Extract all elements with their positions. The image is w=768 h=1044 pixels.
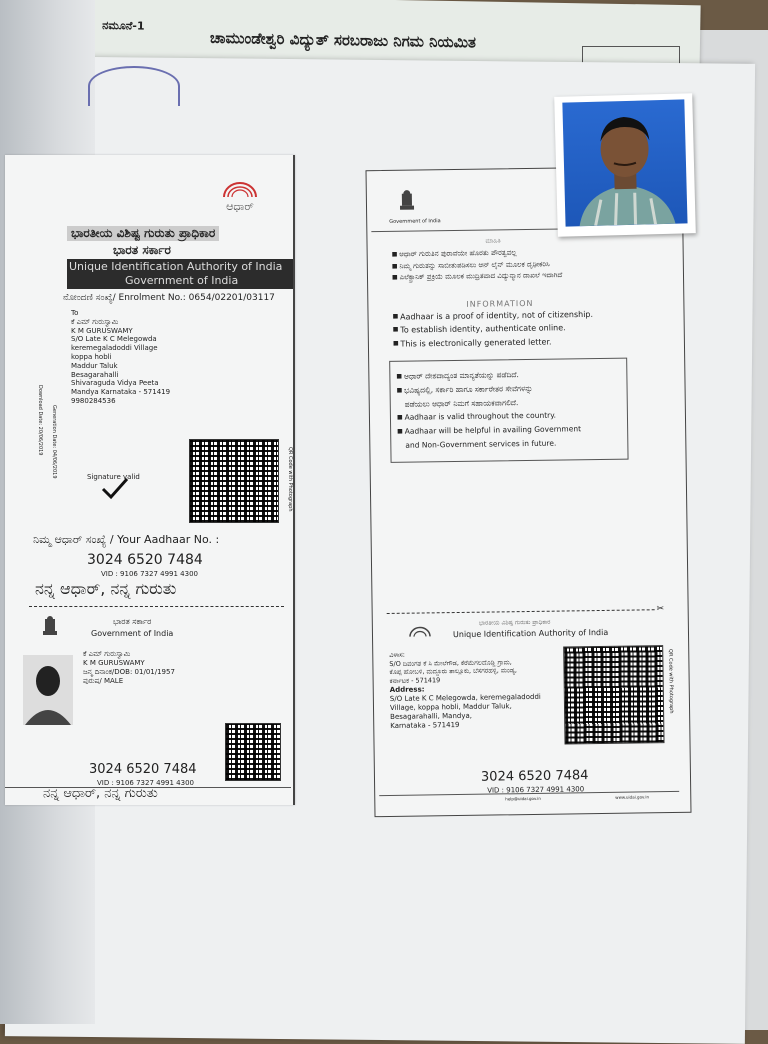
footer-web: www.uidai.gov.in: [615, 794, 650, 800]
address-block: [71, 309, 170, 406]
tagline-card: ನನ್ನ ಆಧಾರ್, ನನ್ನ ಗುರುತು: [43, 786, 158, 801]
download-date: Download Date: 20/06/2019: [37, 385, 43, 456]
address-english-line: Karnataka - 571419: [390, 720, 460, 730]
address-line: Maddur Taluk: [71, 361, 118, 370]
address-line: Mandya Karnataka - 571419: [71, 388, 171, 397]
info-english-item: ■ Aadhaar is a proof of identity, not of citizenship.: [392, 308, 593, 324]
government-english: Government of India: [125, 274, 239, 287]
name-kannada: ಕೆ ಎಮ್ ಗುರುಸ್ವಾಮಿ: [83, 650, 131, 658]
address-line: 9980284536: [71, 396, 116, 405]
info-english-list: [392, 308, 593, 351]
info-kannada-title: ಮಾಹಿತಿ: [485, 237, 501, 245]
vid-number-card: VID : 9106 7327 4991 4300: [97, 779, 194, 787]
portrait-photo: [23, 655, 73, 725]
name-english: K M GURUSWAMY: [83, 659, 145, 667]
aadhaar-number-card: 3024 6520 7484: [89, 762, 197, 777]
validity-line: and Non-Government services in future.: [405, 438, 557, 450]
address-english-block: [390, 684, 542, 731]
aadhaar-letter-back: [365, 166, 691, 817]
validity-line: ■ ಆಧಾರ್ ದೇಶದಾದ್ಯಂತ ಮಾನ್ಯತೆಯನ್ನು ಪಡೆದಿದೆ.: [396, 367, 620, 384]
address-kannada-label: ವಿಳಾಸ:: [389, 650, 405, 659]
aadhaar-logo-icon: [210, 177, 270, 213]
emblem-icon: [397, 189, 417, 215]
address-line: K M GURUSWAMY: [71, 326, 133, 335]
form-number: ನಮೂನೆ-1: [102, 18, 145, 33]
validity-line: ■ ಭವಿಷ್ಯದಲ್ಲಿ, ಸರ್ಕಾರಿ ಹಾಗೂ ಸರ್ಕಾರೇತರ ಸೇವೆಗಳನ್ನು: [396, 380, 620, 397]
validity-line: ■ Aadhaar will be helpful in availing Government: [397, 421, 621, 438]
info-english-item: ■ This is electronically generated letter.: [393, 335, 594, 351]
info-english-item: ■ To establish identity, authenticate online.: [393, 321, 594, 337]
address-line: ಕೆ ಎಮ್ ಗುರುಸ್ವಾಮಿ: [71, 317, 119, 326]
signature-valid-label: Signature valid: [87, 473, 140, 481]
vid-number: VID : 9106 7327 4991 4300: [101, 570, 198, 578]
enrolment-number: ನೋಂದಣಿ ಸಂಖ್ಯೆ/ Enrolment No.: 0654/02201/03117: [63, 293, 275, 303]
government-kannada: ಭಾರತ ಸರ್ಕಾರ: [113, 243, 171, 257]
address-label: Address:: [389, 685, 425, 694]
address-kannada-line: ಕೊಪ್ಪ ಹೋಬಳಿ, ಮದ್ದೂರು ತಾಲ್ಲೂಕು, ಬೆಸಗರಹಳ್ಳಿ, ಮಂಡ್ಯ,: [389, 666, 518, 676]
address-line: Besagarahalli: [71, 370, 119, 379]
qr-caption: QR Code with Photograph: [287, 447, 293, 512]
card-gov-english: Government of India: [91, 629, 174, 638]
aadhaar-letter-front: [5, 155, 295, 805]
qr-code-small: [225, 723, 281, 781]
passport-photo: [554, 93, 696, 237]
footer-help: help@uidai.gov.in: [505, 795, 541, 802]
info-title: INFORMATION: [466, 298, 534, 309]
authority-kannada: ಭಾರತೀಯ ವಿಶಿಷ್ಟ ಗುರುತು ಪ್ರಾಧಿಕಾರ: [478, 618, 551, 627]
generation-date: Generation Date: 04/06/2019: [51, 405, 57, 479]
qr-caption: QR Code with Photograph: [667, 648, 675, 714]
validity-box: [389, 358, 628, 463]
address-english-line: Village, koppa hobli, Maddur Taluk,: [389, 702, 512, 712]
qr-code: [563, 645, 664, 744]
info-kannada-item: ■ ನಿಮ್ಮ ಗುರುತನ್ನು ಸಾಬೀತುಪಡಿಸಲು ಆನ್ ಲೈನ್ ಮೂಲಕ ದೃಢೀಕರಿಸಿ: [392, 258, 562, 272]
checkmark-icon: [101, 477, 129, 501]
address-kannada-line: S/O ದಿವಂಗತ ಕೆ ಸಿ ಮೇಲೆಗೌಡ, ಕೆರೆಮೆಗಲದೊಡ್ಡಿ ಗ್ರಾಮ,: [389, 657, 512, 668]
address-english-line: S/O Late K C Melegowda, keremegaladoddi: [389, 692, 541, 703]
dob: ಜನ್ಮ ದಿನಾಂಕ/DOB: 01/01/1957: [83, 668, 175, 676]
address-kannada-block: [389, 649, 517, 685]
emblem-icon: [41, 615, 59, 639]
aadhaar-logo-icon: [407, 622, 433, 640]
address-english-line: Besagarahalli, Mandya,: [390, 711, 473, 721]
authority-english: Unique Identification Authority of India: [452, 627, 609, 640]
aadhaar-number: 3024 6520 7484: [480, 768, 589, 785]
portrait-photo: [562, 99, 687, 226]
authority-banner: [67, 259, 293, 289]
svg-text:ಆಧಾರ್: ಆಧಾರ್: [226, 200, 254, 213]
validity-line: ■ Aadhaar is valid throughout the country.: [397, 408, 621, 425]
authority-kannada: ಭಾರತೀಯ ವಿಶಿಷ್ಟ ಗುರುತು ಪ್ರಾಧಿಕಾರ: [67, 226, 219, 241]
aadhaar-number: 3024 6520 7484: [87, 552, 203, 568]
cut-line: [29, 606, 284, 607]
card-details: [83, 650, 175, 686]
tagline: ನನ್ನ ಆಧಾರ್, ನನ್ನ ಗುರುತು: [35, 579, 177, 598]
authority-english: Unique Identification Authority of India: [69, 260, 283, 273]
vid-number: VID : 9106 7327 4991 4300: [487, 785, 585, 795]
qr-code: [189, 439, 279, 523]
info-kannada-item: ■ ಎಲೆಕ್ಟ್ರಾನಿಕ್ ಪ್ರಕ್ರಿಯೆ ಮೂಲಕ ಮುದ್ರಿತವಾದ ವಿದ್ಯುನ್ಮಾನ ದಾಖಲೆ ಇದಾಗಿದೆ: [392, 270, 562, 284]
address-line: Shivaraguda Vidya Peeta: [71, 379, 159, 388]
gov-english: Government of India: [389, 218, 441, 225]
validity-line: ಪಡೆಯಲು ಆಧಾರ್ ನಿಮಗೆ ಸಹಾಯಕವಾಗಲಿದೆ.: [404, 397, 519, 409]
info-kannada-item: ■ ಆಧಾರ್ ಗುರುತಿನ ಪುರಾವೆಯೇ ಹೊರತು ಪೌರತ್ವವಲ್ಲ: [392, 247, 562, 261]
company-name: ಚಾಮುಂಡೇಶ್ವರಿ ವಿದ್ಯುತ್ ಸರಬರಾಜು ನಿಗಮ ನಿಯಮಿತ: [209, 28, 477, 52]
address-line: koppa hobli: [71, 352, 112, 361]
your-aadhaar-label: ನಿಮ್ಮ ಆಧಾರ್ ಸಂಖ್ಯೆ / Your Aadhaar No. :: [33, 533, 220, 546]
address-line: To: [71, 309, 79, 317]
scissors-icon: ✂: [656, 604, 665, 615]
cut-line: [387, 609, 655, 614]
address-line: keremegaladoddi Village: [71, 344, 158, 353]
info-kannada-list: [392, 247, 563, 284]
address-kannada-line: ಕರ್ನಾಟಕ - 571419: [389, 675, 441, 685]
office-stamp: [88, 66, 180, 106]
address-line: S/O Late K C Melegowda: [71, 335, 157, 344]
gender: ಪುರುಷ/ MALE: [83, 677, 124, 685]
card-gov-kannada: ಭಾರತ ಸರ್ಕಾರ: [113, 617, 152, 626]
